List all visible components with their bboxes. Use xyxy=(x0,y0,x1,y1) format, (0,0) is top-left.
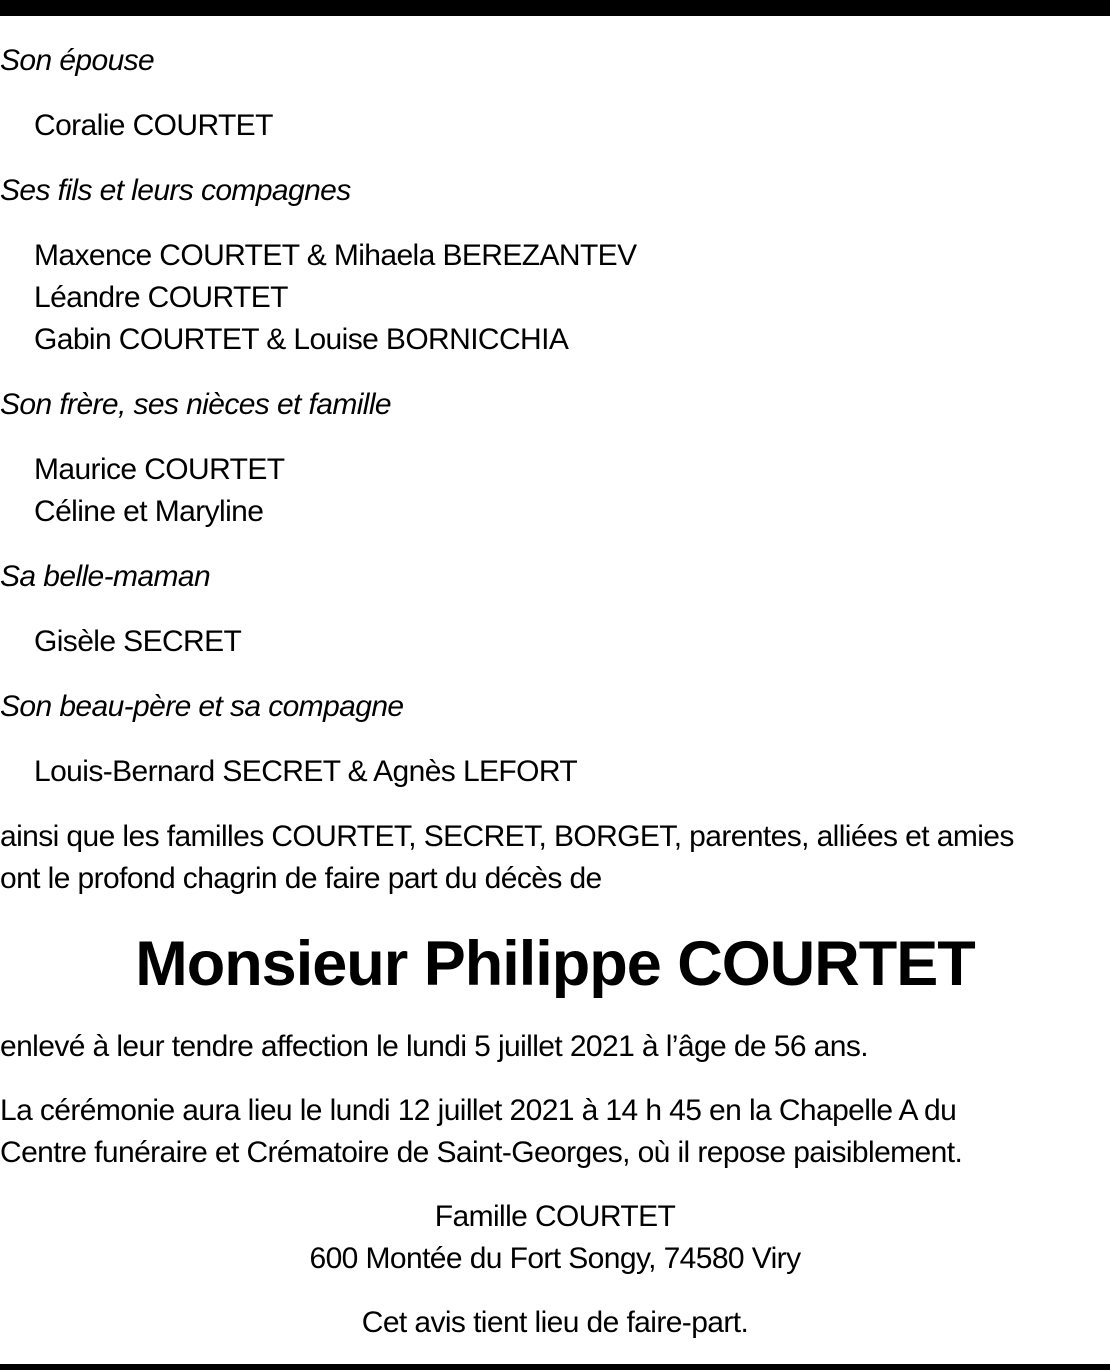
deceased-name: Monsieur Philippe COURTET xyxy=(135,929,975,999)
section-label-brother: Son frère, ses nièces et famille xyxy=(0,388,391,421)
family-member-name: Céline et Maryline xyxy=(34,495,264,528)
closing-note: Cet avis tient lieu de faire-part. xyxy=(361,1306,749,1339)
family-member-name: Maurice COURTET xyxy=(34,453,285,486)
ceremony-line: Centre funéraire et Crématoire de Saint-Georges, où il repose paisiblement. xyxy=(0,1136,963,1169)
family-member-name: Gabin COURTET & Louise BORNICCHIA xyxy=(34,323,569,356)
section-names-brother xyxy=(34,449,1110,533)
announcement-line: ont le profond chagrin de faire part du décès de xyxy=(0,862,602,895)
contact-block xyxy=(0,1196,1110,1280)
announcement-line: ainsi que les familles COURTET, SECRET, BORGET, parentes, alliées et amies xyxy=(0,820,1014,853)
section-label-spouse: Son épouse xyxy=(0,44,155,77)
passing-text: enlevé à leur tendre affection le lundi 5 juillet 2021 à l’âge de 56 ans. xyxy=(0,1030,868,1063)
section-names-spouse xyxy=(34,105,1110,147)
section-names-sons xyxy=(34,235,1110,361)
contact-family: Famille COURTET xyxy=(434,1200,676,1233)
obituary-notice xyxy=(0,40,1110,1344)
family-member-name: Léandre COURTET xyxy=(34,281,288,314)
section-label-father-in-law: Son beau-père et sa compagne xyxy=(0,690,404,723)
family-member-name: Louis-Bernard SECRET & Agnès LEFORT xyxy=(34,755,578,788)
top-rule xyxy=(0,0,1110,16)
bottom-rule xyxy=(0,1364,1110,1370)
section-label-sons: Ses fils et leurs compagnes xyxy=(0,174,351,207)
section-names-father-in-law xyxy=(34,751,1110,793)
section-names-mother-in-law xyxy=(34,621,1110,663)
ceremony-text xyxy=(0,1090,1110,1174)
announcement-text xyxy=(0,816,1110,900)
ceremony-line: La cérémonie aura lieu le lundi 12 juillet 2021 à 14 h 45 en la Chapelle A du xyxy=(0,1094,957,1127)
family-member-name: Gisèle SECRET xyxy=(34,625,242,658)
section-label-mother-in-law: Sa belle-maman xyxy=(0,560,211,593)
family-member-name: Maxence COURTET & Mihaela BEREZANTEV xyxy=(34,239,637,272)
contact-address: 600 Montée du Fort Songy, 74580 Viry xyxy=(309,1242,801,1275)
family-member-name: Coralie COURTET xyxy=(34,109,273,142)
